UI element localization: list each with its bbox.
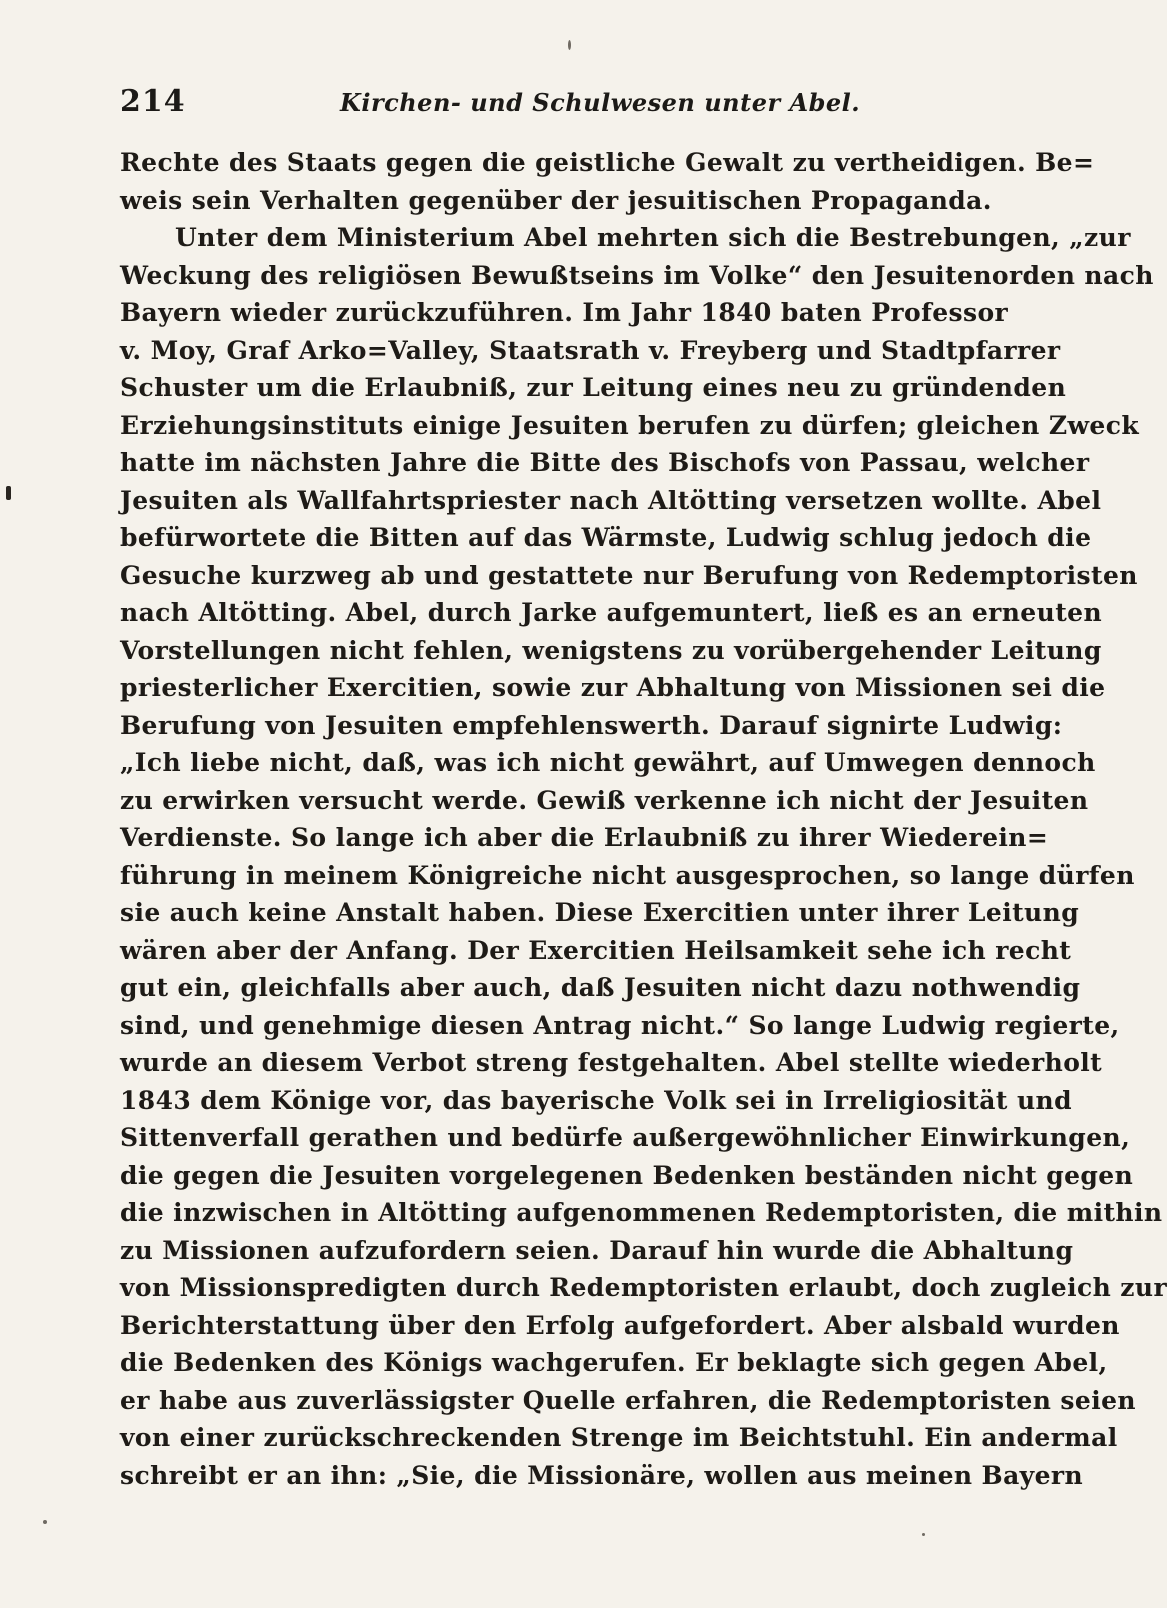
text-line: er habe aus zuverlässigster Quelle erfahren, die Redemptoristen seien: [120, 1385, 1136, 1415]
text-line: zu erwirken versucht werde. Gewiß verkenne ich nicht der Jesuiten: [120, 785, 1089, 815]
text-line: Vorstellungen nicht fehlen, wenigstens zu vorübergehender Leitung: [120, 635, 1102, 665]
text-line: schreibt er an ihn: „Sie, die Missionäre, wollen aus meinen Bayern: [120, 1460, 1084, 1490]
text-line: Rechte des Staats gegen die geistliche Gewalt zu vertheidigen. Be=: [120, 148, 1095, 177]
text-line: sie auch keine Anstalt haben. Diese Exercitien unter ihrer Leitung: [120, 898, 1080, 927]
text-line: Sittenverfall gerathen und bedürfe außergewöhnlicher Einwirkungen,: [120, 1123, 1131, 1152]
text-line: Erziehungsinstituts einige Jesuiten berufen zu dürfen; gleichen Zweck: [120, 410, 1140, 440]
text-line: befürwortete die Bitten auf das Wärmste, Ludwig schlug jedoch die: [120, 523, 1092, 552]
text-line: Gesuche kurzweg ab und gestattete nur Berufung von Redemptoristen: [120, 560, 1138, 590]
text-line: sind, und genehmige diesen Antrag nicht.“ So lange Ludwig regierte,: [120, 1010, 1120, 1040]
text-line: weis sein Verhalten gegenüber der jesuitischen Propaganda.: [120, 185, 992, 215]
page-header: [120, 84, 940, 124]
text-line: v. Moy, Graf Arko=Valley, Staatsrath v. Freyberg und Stadtpfarrer: [120, 335, 1061, 365]
text-line: Weckung des religiösen Bewußtseins im Volke“ den Jesuitenorden nach: [120, 260, 1154, 290]
page-number: 214: [120, 84, 186, 119]
text-line: von einer zurückschreckenden Strenge im Beichtstuhl. Ein andermal: [120, 1423, 1118, 1452]
text-line: Jesuiten als Wallfahrtspriester nach Altötting versetzen wollte. Abel: [120, 485, 1102, 515]
body-text: [120, 144, 1167, 1494]
text-line: von Missionspredigten durch Redemptoristen erlaubt, doch zugleich zur: [120, 1273, 1167, 1302]
ink-speck: [568, 40, 571, 50]
text-line: hatte im nächsten Jahre die Bitte des Bischofs von Passau, welcher: [120, 448, 1090, 477]
text-line: wären aber der Anfang. Der Exercitien Heilsamkeit sehe ich recht: [120, 935, 1072, 965]
text-line: die inzwischen in Altötting aufgenommenen Redemptoristen, die mithin: [120, 1198, 1163, 1227]
text-line: „Ich liebe nicht, daß, was ich nicht gewährt, auf Umwegen dennoch: [120, 748, 1096, 777]
text-line: Bayern wieder zurückzuführen. Im Jahr 1840 baten Professor: [120, 298, 1009, 327]
text-line: zu Missionen aufzufordern seien. Darauf hin wurde die Abhaltung: [120, 1235, 1074, 1265]
text-line: Berichterstattung über den Erfolg aufgefordert. Aber alsbald wurden: [120, 1310, 1120, 1340]
text-line: führung in meinem Königreiche nicht ausgesprochen, so lange dürfen: [120, 860, 1135, 890]
running-title: Kirchen- und Schulwesen unter Abel.: [340, 88, 861, 117]
text-line: die Bedenken des Königs wachgerufen. Er beklagte sich gegen Abel,: [120, 1348, 1108, 1377]
text-line: Berufung von Jesuiten empfehlenswerth. Darauf signirte Ludwig:: [120, 710, 1063, 740]
text-line: gut ein, gleichfalls aber auch, daß Jesuiten nicht dazu nothwendig: [120, 973, 1081, 1002]
text-line: Schuster um die Erlaubniß, zur Leitung eines neu zu gründenden: [120, 373, 1067, 402]
text-line: die gegen die Jesuiten vorgelegenen Bedenken beständen nicht gegen: [120, 1160, 1134, 1190]
ink-speck: [43, 1520, 47, 1524]
text-line: Unter dem Ministerium Abel mehrten sich die Bestrebungen, „zur: [175, 223, 1131, 252]
text-line: wurde an diesem Verbot streng festgehalten. Abel stellte wiederholt: [120, 1048, 1103, 1077]
ink-speck: [922, 1533, 925, 1536]
text-line: priesterlicher Exercitien, sowie zur Abhaltung von Missionen sei die: [120, 673, 1106, 702]
text-line: Verdienste. So lange ich aber die Erlaubniß zu ihrer Wiederein=: [120, 823, 1049, 852]
text-line: nach Altötting. Abel, durch Jarke aufgemuntert, ließ es an erneuten: [120, 598, 1103, 627]
margin-ink-mark: [6, 486, 11, 500]
text-line: 1843 dem Könige vor, das bayerische Volk sei in Irreligiosität und: [120, 1085, 1072, 1115]
